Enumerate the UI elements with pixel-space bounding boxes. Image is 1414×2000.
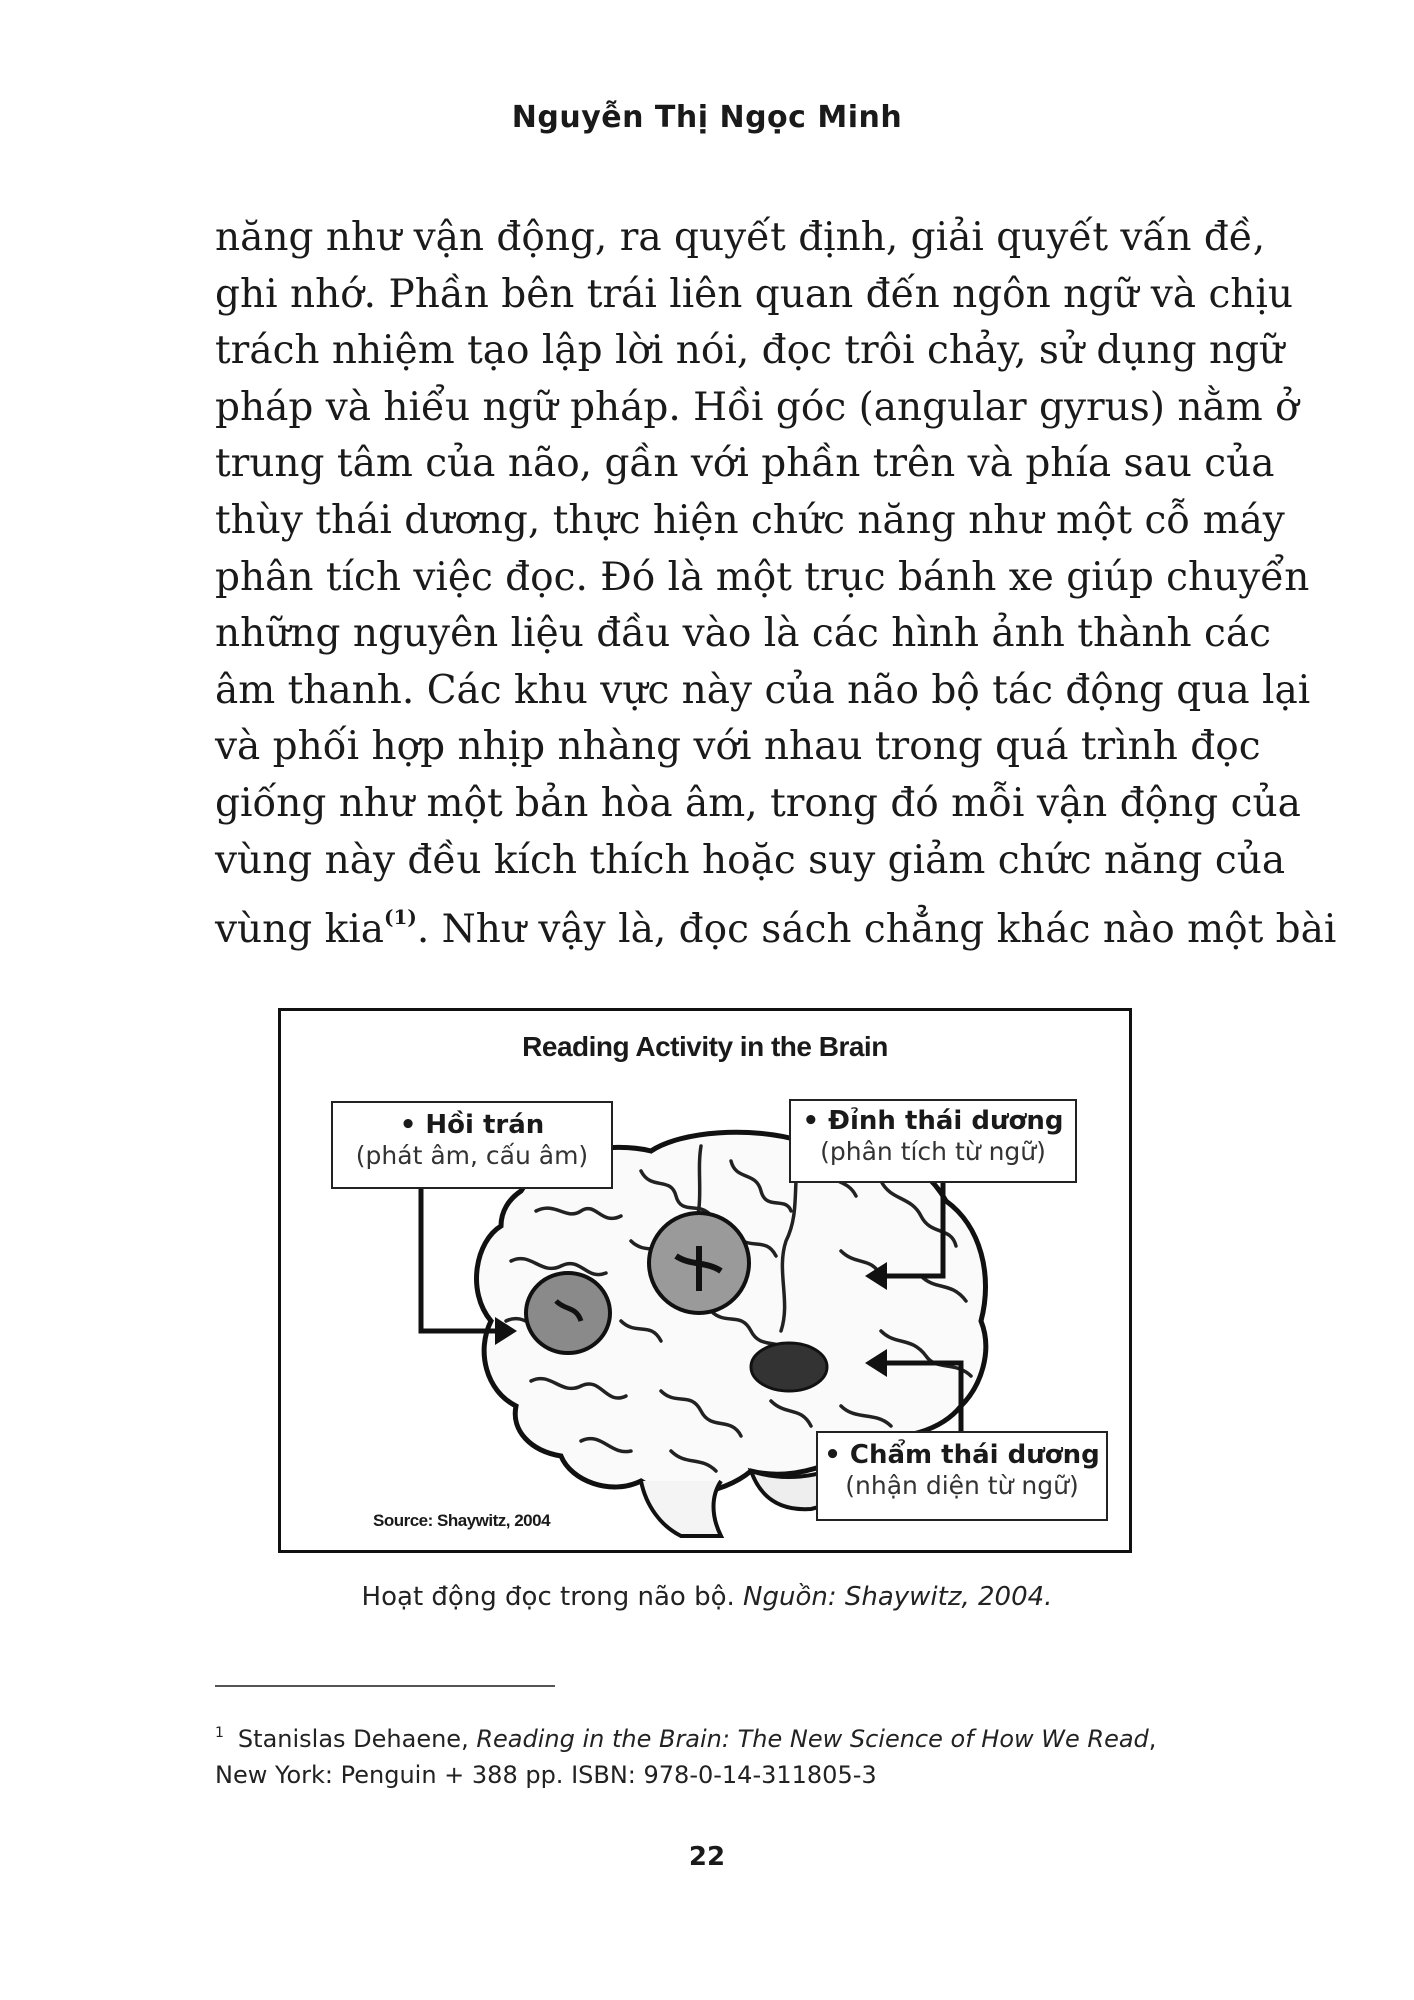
body-line-1: năng như vận động, ra quyết định, giải quyết vấn đề, bbox=[215, 215, 1266, 260]
body-line-6: thùy thái dương, thực hiện chức năng như một cỗ máy bbox=[215, 497, 1285, 543]
brain-stem bbox=[641, 1481, 721, 1536]
body-line-4: pháp và hiểu ngữ pháp. Hồi góc (angular gyrus) nằm ở bbox=[215, 384, 1299, 430]
figure-title: Reading Activity in the Brain bbox=[522, 1031, 888, 1062]
body-line-13-start: vùng kia bbox=[215, 907, 384, 953]
label-occipital-temporal bbox=[816, 1431, 1108, 1521]
label-frontal-sub: (phát âm, cấu âm) bbox=[355, 1141, 589, 1170]
footnote-mark: 1 bbox=[215, 1725, 224, 1741]
footnote-reference[interactable]: (1) bbox=[384, 905, 417, 930]
body-paragraph bbox=[215, 210, 1337, 953]
body-line-11: giống như một bản hòa âm, trong đó mỗi vận động của bbox=[215, 780, 1301, 826]
brain-figure bbox=[278, 1008, 1132, 1553]
body-line-7: phân tích việc đọc. Đó là một trục bánh xe giúp chuyển bbox=[215, 554, 1310, 600]
footnote-book-title: Reading in the Brain: The New Science of How We Read bbox=[476, 1725, 1149, 1753]
label-parietal-sub: (phân tích từ ngữ) bbox=[820, 1137, 1046, 1166]
body-line-2: ghi nhớ. Phần bên trái liên quan đến ngôn ngữ và chịu bbox=[215, 271, 1294, 317]
label-frontal-title: • Hồi trán bbox=[399, 1110, 545, 1140]
occipital-activity-region bbox=[751, 1343, 827, 1391]
footnote-divider bbox=[215, 1685, 555, 1687]
label-occipital-title: • Chẩm thái dương bbox=[824, 1440, 1100, 1470]
running-header-author: Nguyễn Thị Ngọc Minh bbox=[511, 100, 903, 135]
body-line-3: trách nhiệm tạo lập lời nói, đọc trôi chảy, sử dụng ngữ bbox=[215, 328, 1285, 374]
label-occipital-sub: (nhận diện từ ngữ) bbox=[845, 1471, 1079, 1500]
body-line-8: những nguyên liệu đầu vào là các hình ảnh thành các bbox=[215, 611, 1271, 657]
body-line-9: âm thanh. Các khu vực này của não bộ tác động qua lại bbox=[215, 667, 1311, 713]
page-number: 22 bbox=[688, 1842, 726, 1872]
body-line-12: vùng này đều kích thích hoặc suy giảm chức năng của bbox=[215, 837, 1286, 883]
frontal-activity-region bbox=[526, 1273, 610, 1353]
body-line-5: trung tâm của não, gần với phần trên và phía sau của bbox=[215, 441, 1275, 487]
footnote bbox=[215, 1715, 1210, 1793]
label-parietal-temporal bbox=[789, 1099, 1077, 1183]
parietal-activity-region bbox=[649, 1213, 749, 1313]
label-frontal-gyrus bbox=[331, 1101, 613, 1189]
body-line-13-end: . Như vậy là, đọc sách chẳng khác nào một bài bbox=[416, 907, 1337, 953]
footnote-publication: , New York: Penguin + 388 pp. ISBN: 978-0-14-311805-3 bbox=[215, 1725, 1157, 1789]
body-line-10: và phối hợp nhịp nhàng với nhau trong quá trình đọc bbox=[215, 724, 1261, 770]
footnote-author: Stanislas Dehaene, bbox=[237, 1725, 477, 1753]
figure-source: Source: Shaywitz, 2004 bbox=[373, 1511, 551, 1530]
label-parietal-title: • Đỉnh thái dương bbox=[802, 1106, 1064, 1136]
body-line-13 bbox=[215, 889, 1337, 953]
figure-caption bbox=[0, 1582, 1414, 1612]
caption-text: Hoạt động đọc trong não bộ. bbox=[361, 1582, 744, 1612]
caption-source: Nguồn: Shaywitz, 2004. bbox=[743, 1582, 1053, 1612]
